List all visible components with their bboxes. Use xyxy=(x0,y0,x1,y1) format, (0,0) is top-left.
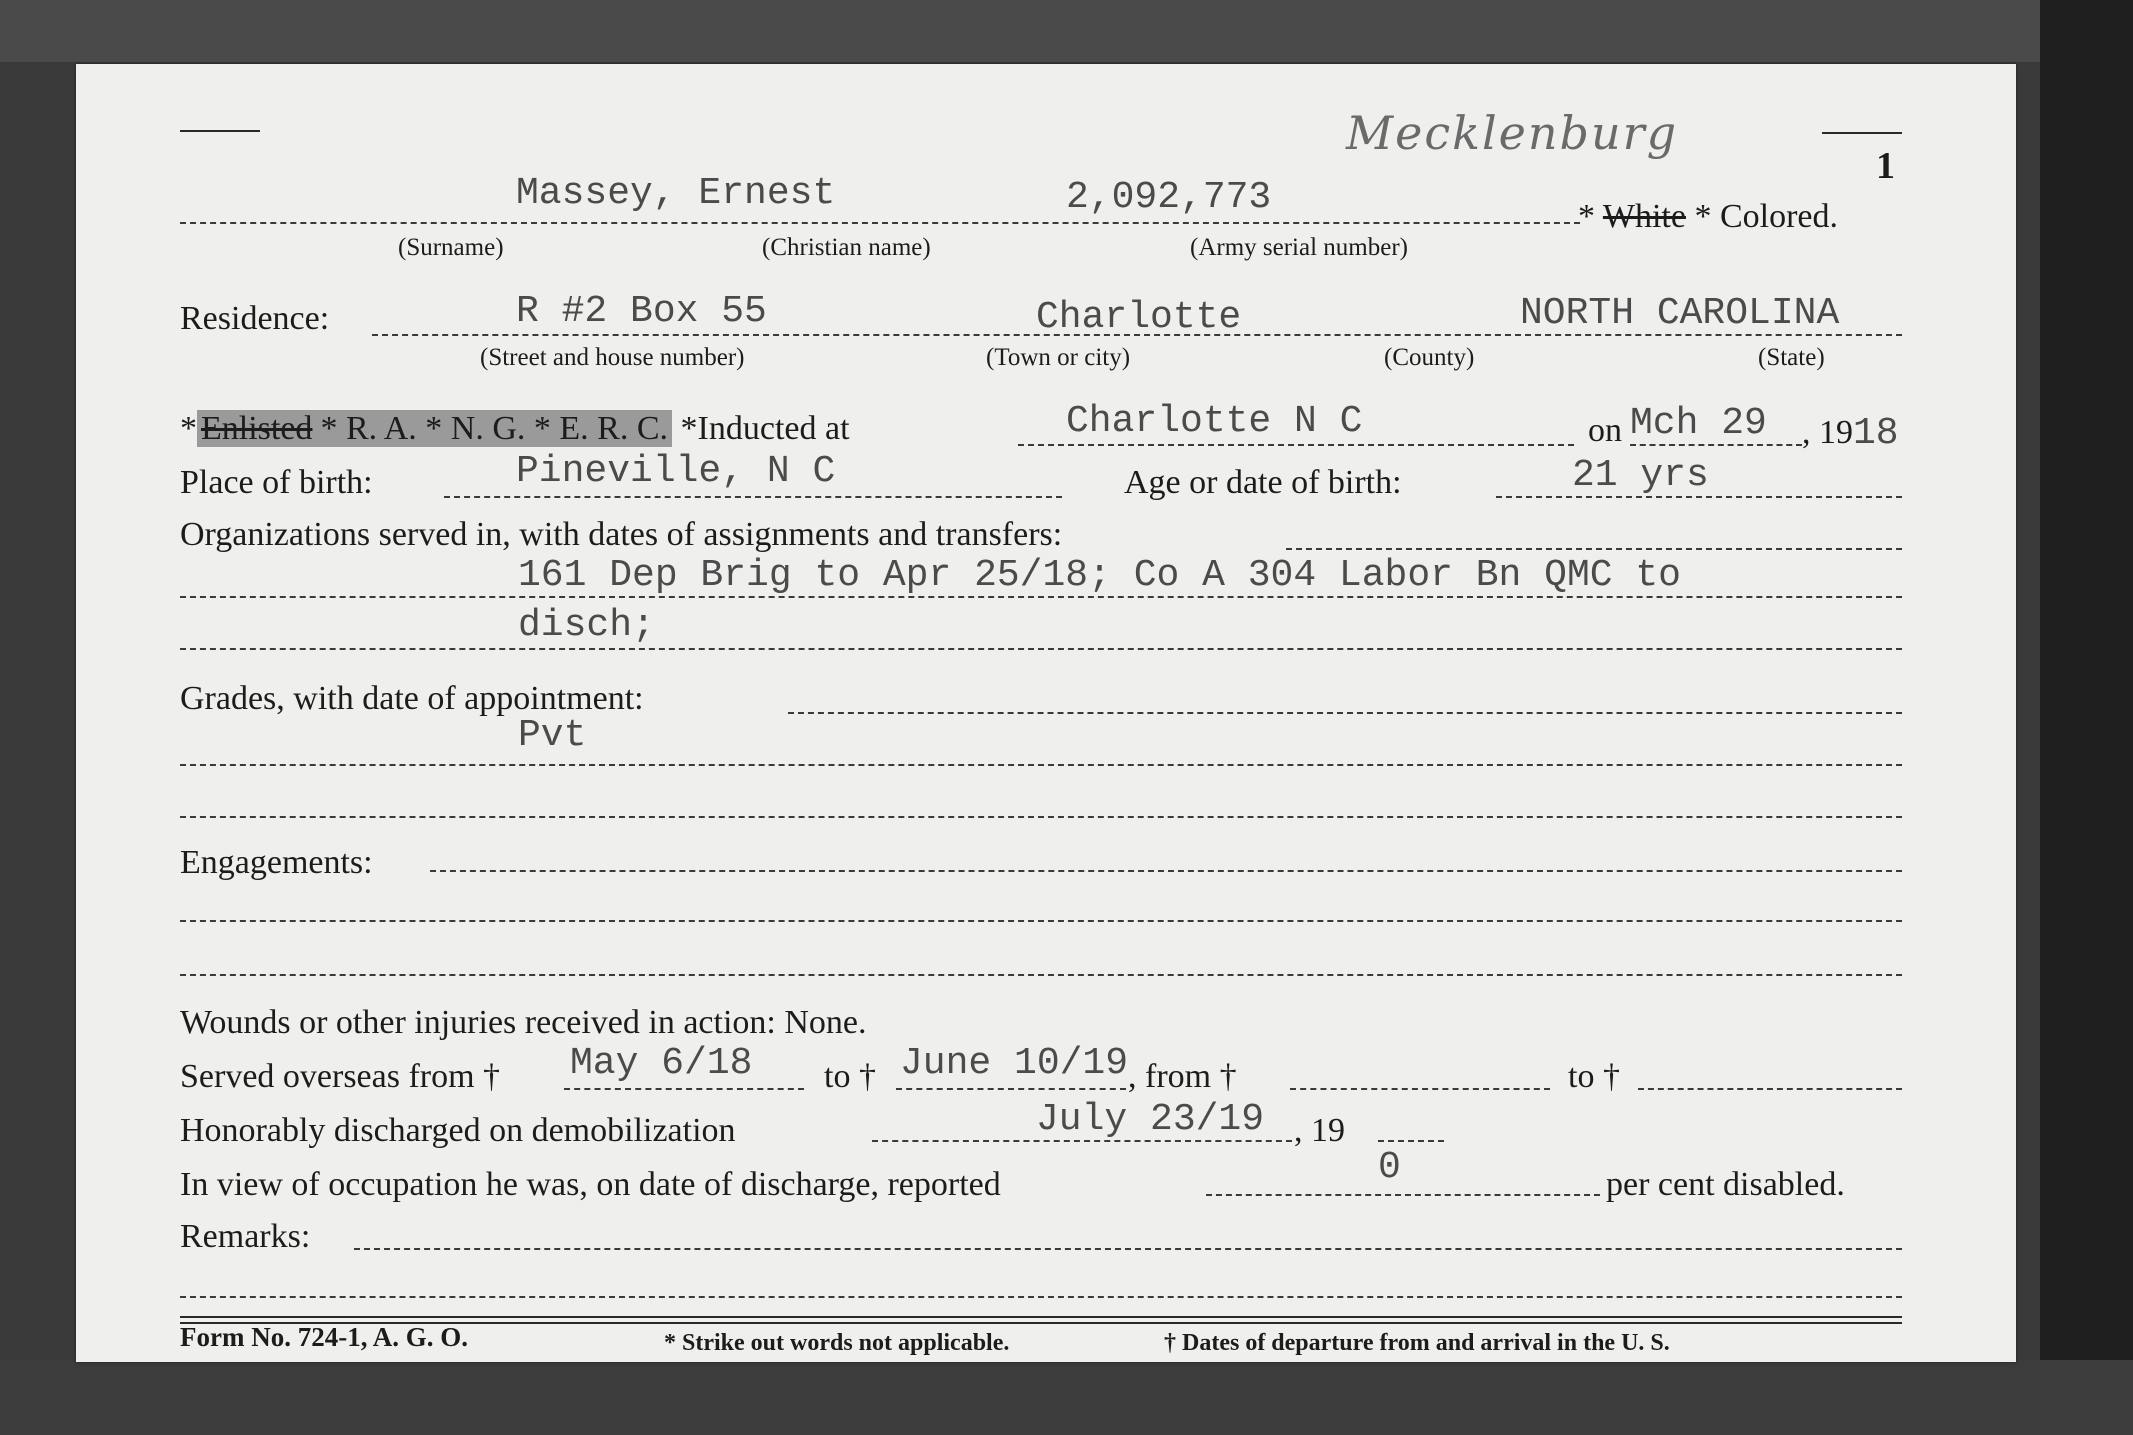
discharge-year-line xyxy=(1378,1140,1444,1142)
organizations-line2: disch; xyxy=(518,604,655,647)
serial-value: 2,092,773 xyxy=(1066,176,1272,219)
race-colored: * Colored. xyxy=(1694,198,1839,235)
disabled-line xyxy=(1206,1194,1600,1196)
inducted-line xyxy=(1018,444,1574,446)
birthplace-value: Pineville, N C xyxy=(516,450,836,493)
top-right-rule xyxy=(1822,132,1902,134)
remarks-line-0 xyxy=(354,1248,1902,1250)
caption-surname: (Surname) xyxy=(398,234,504,261)
grade-value: Pvt xyxy=(518,714,587,757)
inducted-at-value: Charlotte N C xyxy=(1066,400,1363,443)
footer-rule-1 xyxy=(180,1316,1902,1318)
age-label: Age or date of birth: xyxy=(1124,464,1402,501)
induction-date: Mch 29 xyxy=(1630,402,1767,445)
discharge-date: July 23/19 xyxy=(1036,1098,1265,1141)
residence-town: Charlotte xyxy=(1036,296,1242,339)
wounds-label: Wounds or other injuries received in action: None. xyxy=(180,1004,867,1041)
overseas-from2-line xyxy=(1290,1088,1550,1090)
engagements-label: Engagements: xyxy=(180,844,373,881)
caption-county: (County) xyxy=(1384,344,1475,371)
disabled-value: 0 xyxy=(1378,1146,1401,1189)
residence-street: R #2 Box 55 xyxy=(516,290,767,333)
background-right xyxy=(2040,0,2133,1435)
caption-serial: (Army serial number) xyxy=(1190,234,1408,261)
overseas-to-value: June 10/19 xyxy=(900,1042,1129,1085)
birthplace-label: Place of birth: xyxy=(180,464,373,501)
engagements-line-0 xyxy=(430,870,1902,872)
name-value: Massey, Ernest xyxy=(516,172,836,215)
caption-street: (Street and house number) xyxy=(480,344,745,371)
on-label: on xyxy=(1588,412,1622,449)
discharge-year: , 19 xyxy=(1294,1112,1345,1149)
organizations-line-0 xyxy=(1286,548,1902,550)
age-line xyxy=(1496,496,1902,498)
caption-town: (Town or city) xyxy=(986,344,1131,371)
age-value: 21 yrs xyxy=(1572,454,1709,497)
residence-state: NORTH CAROLINA xyxy=(1520,292,1840,335)
ra-ng-erc: * R. A. * N. G. * E. R. C. xyxy=(316,410,672,447)
engagements-line-1 xyxy=(180,920,1902,922)
grades-line-2 xyxy=(180,816,1902,818)
from-label-2: , from † xyxy=(1128,1058,1237,1095)
residence-label: Residence: xyxy=(180,300,330,337)
caption-christian: (Christian name) xyxy=(762,234,931,261)
occupation-label: In view of occupation he was, on date of discharge, reported xyxy=(180,1166,1001,1203)
enlisted-struck: Enlisted xyxy=(197,410,316,447)
overseas-to-line xyxy=(896,1088,1126,1090)
name-line xyxy=(180,222,1580,224)
discharged-label: Honorably discharged on demobilization xyxy=(180,1112,736,1149)
caption-state: (State) xyxy=(1758,344,1825,371)
race-white: White xyxy=(1602,198,1686,235)
organizations-line1: 161 Dep Brig to Apr 25/18; Co A 304 Labor Bn QMC to xyxy=(518,554,1681,597)
organizations-line-2 xyxy=(180,648,1902,650)
service-record-card xyxy=(76,64,2016,1362)
induction-year: , 1918 xyxy=(1802,412,1899,455)
county-handwritten: Mecklenburg xyxy=(1346,106,1679,160)
footnote-strike: * Strike out words not applicable. xyxy=(664,1330,1010,1356)
overseas-from-line xyxy=(564,1088,804,1090)
card-number: 1 xyxy=(1876,145,1895,187)
engagements-line-2 xyxy=(180,974,1902,976)
induction-date-line xyxy=(1630,444,1802,446)
remarks-label: Remarks: xyxy=(180,1218,311,1255)
top-left-rule xyxy=(180,130,260,132)
discharge-line xyxy=(872,1140,1292,1142)
footnote-dates: † Dates of departure from and arrival in the U. S. xyxy=(1164,1330,1670,1356)
birthplace-line xyxy=(444,496,1062,498)
to-label-2: to † xyxy=(1568,1058,1620,1095)
overseas-to2-line xyxy=(1638,1088,1902,1090)
background-top xyxy=(0,0,2133,62)
grades-line-0 xyxy=(788,712,1902,714)
form-number: Form No. 724-1, A. G. O. xyxy=(180,1322,468,1352)
to-label-1: to † xyxy=(824,1058,876,1095)
grades-line-1 xyxy=(180,764,1902,766)
race-label: * White * Colored. xyxy=(1578,198,1839,235)
overseas-label: Served overseas from † xyxy=(180,1058,501,1095)
background-bottom xyxy=(0,1360,2133,1435)
disabled-label: per cent disabled. xyxy=(1606,1166,1845,1203)
organizations-line-1 xyxy=(180,596,1902,598)
residence-line xyxy=(372,334,1902,336)
overseas-from-value: May 6/18 xyxy=(570,1042,753,1085)
enlistment-type: * Enlisted * R. A. * N. G. * E. R. C. *Inducted at xyxy=(180,410,850,447)
grades-label: Grades, with date of appointment: xyxy=(180,680,644,717)
organizations-label: Organizations served in, with dates of assignments and transfers: xyxy=(180,516,1063,553)
remarks-line-1 xyxy=(180,1296,1902,1298)
